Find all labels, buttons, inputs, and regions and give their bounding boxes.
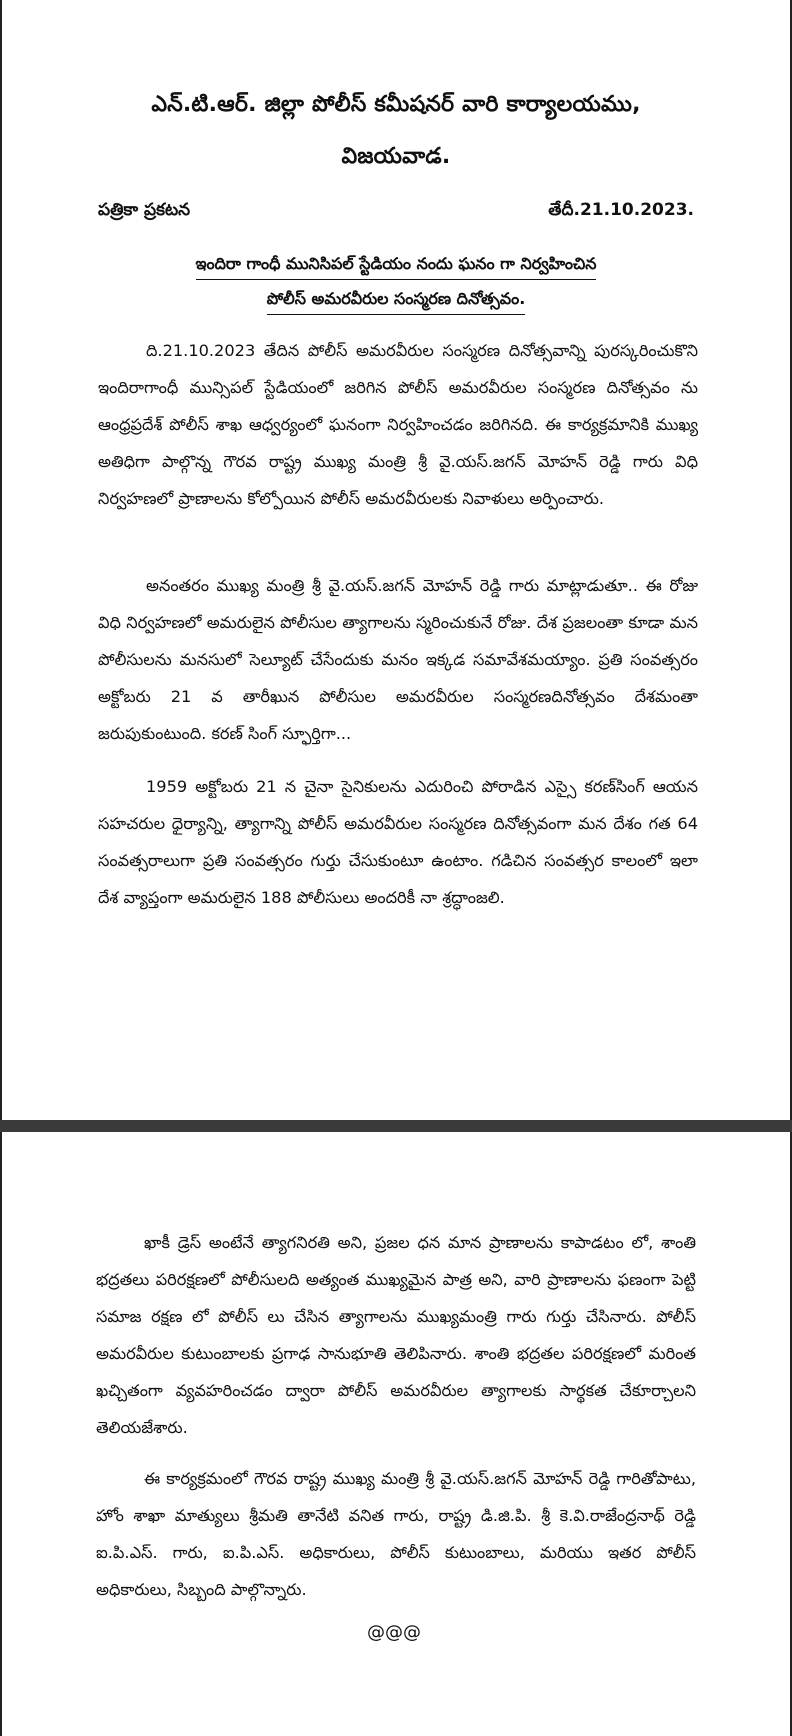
page-separator	[0, 1120, 792, 1132]
paragraph-2: అనంతరం ముఖ్య మంత్రి శ్రీ వై.యస్.జగన్ మోహన్ రెడ్డి గారు మాట్లాడుతూ.. ఈ రోజు విధి నిర్వహణలో అమరులైన పోలీసుల త్యాగాలను స్మరించుకునే రోజు. దేశ ప్రజలంతా కూడా మన పోలీసులను మనసులో సెల్యూట్ చేసేందుకు మనం ఇక్కడ సమావేశమయ్యాం. ప్రతి సంవత్సరం అక్టోబరు 21 వ తారీఖున పోలీసుల అమరవీరుల సంస్మరణదినోత్సవం దేశమంతా జరుపుకుంటుంది. కరణ్ సింగ్ స్ఫూర్తిగా...	[98, 576, 698, 743]
press-release-date: తేదీ.21.10.2023.	[548, 200, 694, 220]
subheading-line-1	[2, 254, 790, 280]
press-release-label: పత్రికా ప్రకటన	[98, 200, 191, 220]
paragraph-3: 1959 అక్టోబరు 21 న చైనా సైనికులను ఎదురించి పోరాడిన ఎస్సై కరణ్‌సింగ్ ఆయన సహచరుల ధైర్యాన్ని, త్యాగాన్ని పోలీస్ అమరవీరుల సంస్మరణ దినోత్సవంగా మన దేశం గత 64 సంవత్సరాలుగా ప్రతి సంవత్సరం గుర్తు చేసుకుంటూ ఉంటాం. గడిచిన సంవత్సర కాలంలో ఇలా దేశ వ్యాప్తంగా అమరులైన 188 పోలీసులు అందరికీ నా శ్రద్ధాంజలి.	[98, 777, 698, 907]
office-title-line-1: ఎన్.టి.ఆర్. జిల్లా పోలీస్ కమీషనర్ వారి కార్యాలయము,	[151, 92, 641, 117]
paragraph-4: ఖాకీ డ్రెస్ అంటేనే త్యాగనిరతి అని, ప్రజల ధన మాన ప్రాణాలను కాపాడటం లో, శాంతి భద్రతలు పరిరక్షణలో పోలీసులది అత్యంత ముఖ్యమైన పాత్ర అని, వారి ప్రాణాలను ఫణంగా పెట్టి సమాజ రక్షణ లో పోలీస్ లు చేసిన త్యాగాలను ముఖ్యమంత్రి గారు గుర్తు చేసినారు. పోలీస్ అమరవీరుల కుటుంబాలకు ప్రగాఢ సానుభూతి తెలిపినారు. శాంతి భద్రతల పరిరక్షణలో మరింత ఖచ్చితంగా వ్యవహరించడం ద్వారా పోలీస్ అమరవీరుల త్యాగాలకు సార్థకత చేకూర్చాలని తెలియజేశారు.	[96, 1233, 696, 1437]
paragraph-5: ఈ కార్యక్రమంలో గౌరవ రాష్ట్ర ముఖ్య మంత్రి శ్రీ వై.యస్.జగన్ మోహన్ రెడ్డి గారితోపాటు, హోం శాఖా మాత్యులు శ్రీమతి తానేటి వనిత గారు, రాష్ట్ర డి.జి.పి. శ్రీ కె.వి.రాజేంద్రనాథ్ రెడ్డి ఐ.పి.ఎస్. గారు, ఐ.పి.ఎస్. అధికారులు, పోలీస్ కుటుంబాలు, మరియు ఇతర పోలీస్ అధికారులు, సిబ్బంది పాల్గొన్నారు.	[96, 1469, 696, 1599]
end-marker: @@@	[367, 1622, 421, 1643]
subheading-line-2	[2, 289, 790, 315]
subheading-line-2-text: పోలీస్ అమరవీరుల సంస్మరణ దినోత్సవం.	[267, 289, 526, 315]
paragraph-1: ది.21.10.2023 తేదిన పోలీస్ అమరవీరుల సంస్మరణ దినోత్సవాన్ని పురస్కరించుకొని ఇందిరాగాంధీ మున్సిపల్ స్టేడియంలో జరిగిన పోలీస్ అమరవీరుల సంస్మరణ దినోత్సవం ను ఆంధ్రప్రదేశ్ పోలీస్ శాఖ ఆధ్వర్యంలో ఘనంగా నిర్వహించడం జరిగినది. ఈ కార్యక్రమానికి ముఖ్య అతిధిగా పాల్గొన్న గౌరవ రాష్ట్ర ముఖ్య మంత్రి శ్రీ వై.యస్.జగన్ మోహన్ రెడ్డి గారు విధి నిర్వహణలో ప్రాణాలను కోల్పోయిన పోలీస్ అమరవీరులకు నివాళులు అర్పించారు.	[98, 341, 698, 508]
office-title-line-2: విజయవాడ.	[341, 144, 451, 169]
subheading-line-1-text: ఇందిరా గాంధీ మునిసిపల్ స్టేడియం నందు ఘనం గా నిర్వహించిన	[196, 254, 597, 280]
